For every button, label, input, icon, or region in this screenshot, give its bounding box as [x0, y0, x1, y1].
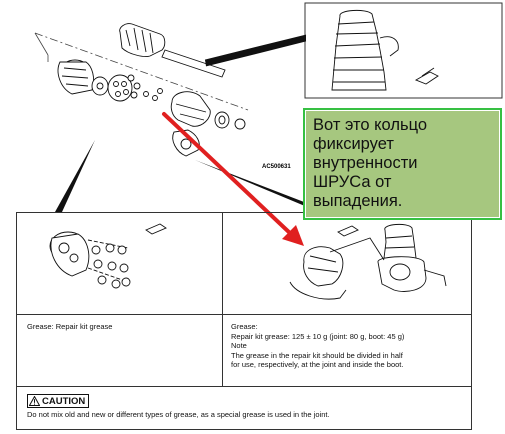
caution-text: Do not mix old and new or different types of grease, as a special grease is used in the joint. — [27, 410, 330, 419]
callout-line: Вот это кольцо — [313, 116, 428, 134]
caution-label: CAUTION — [42, 395, 86, 407]
grease-left-text: Grease: Repair kit grease — [27, 322, 113, 331]
callout-box — [303, 108, 502, 220]
callout-line: внутренности — [313, 154, 418, 172]
grease-line: Repair kit grease: 125 ± 10 g (joint: 80 g, boot: 45 g) — [231, 331, 405, 341]
caution-badge — [27, 394, 89, 408]
callout-line: выпадения. — [313, 192, 403, 210]
grease-line: Grease: — [231, 322, 258, 331]
grease-right-text — [231, 322, 469, 370]
warning-triangle-icon — [29, 396, 40, 406]
inner-joint-detail — [50, 224, 166, 288]
grease-line: for use, respectively, at the joint and inside the boot. — [231, 360, 404, 369]
boot-housing-detail — [290, 224, 446, 299]
callout-line: ШРУСа от — [313, 173, 392, 191]
grease-line: The grease in the repair kit should be divided in half — [231, 350, 403, 360]
reference-code: AC500631 — [262, 164, 291, 170]
grease-line: Note — [231, 341, 247, 350]
callout-line: фиксирует — [313, 135, 394, 153]
